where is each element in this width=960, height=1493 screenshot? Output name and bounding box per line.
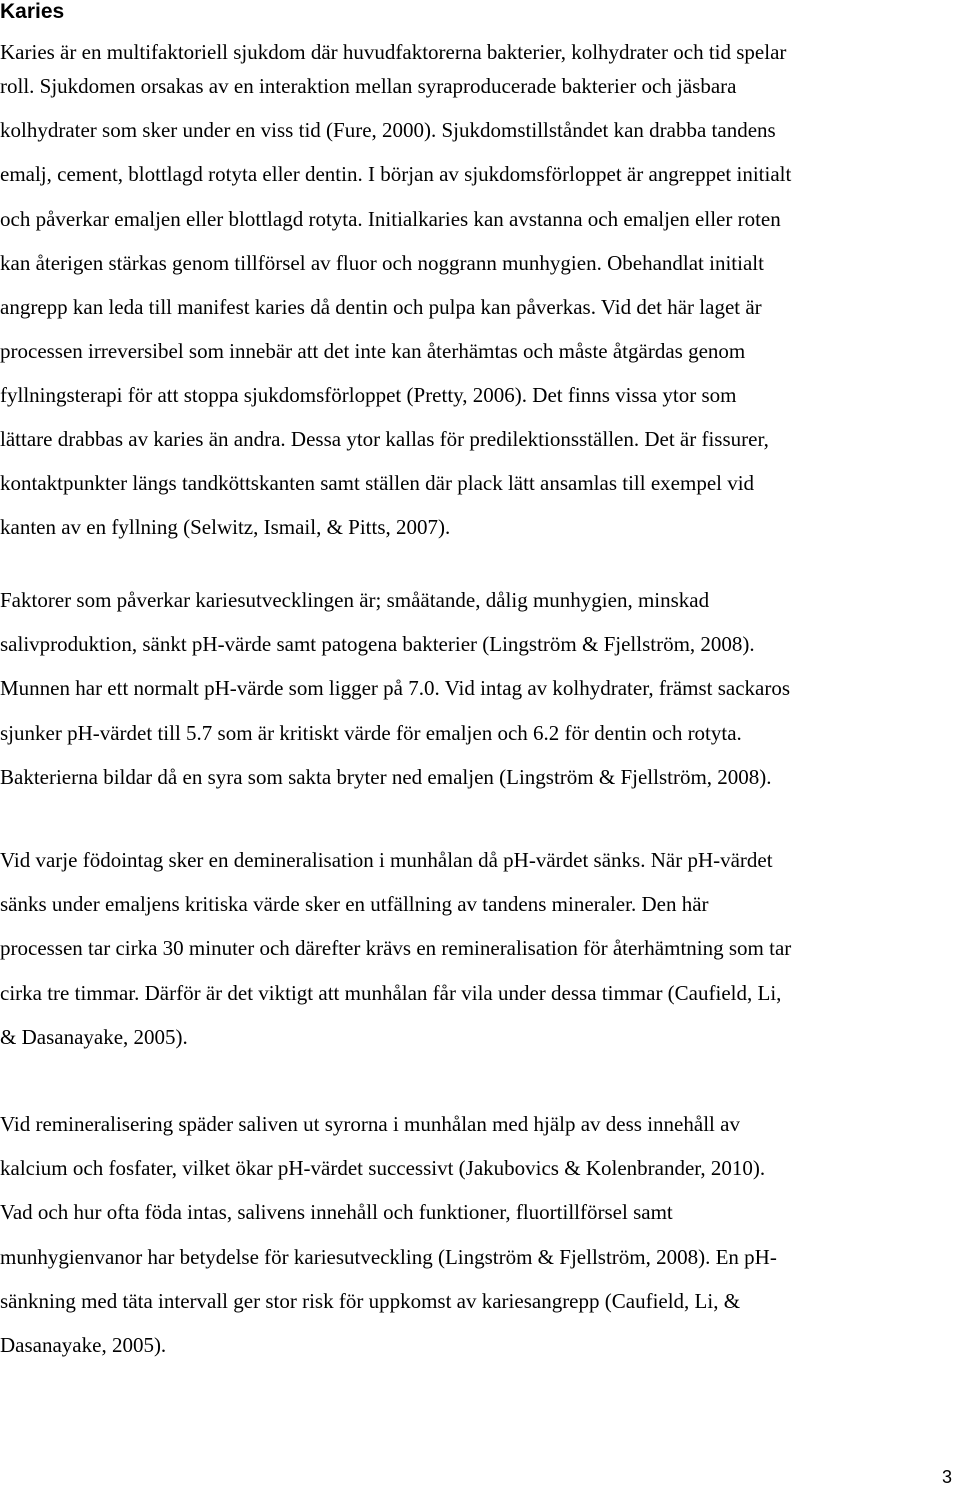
paragraph-line: och påverkar emaljen eller blottlagd rotyta. Initialkaries kan avstanna och emaljen eller roten xyxy=(0,207,781,231)
section-heading: Karies xyxy=(0,0,65,23)
paragraph-line: kontaktpunkter längs tandköttskanten samt ställen där plack lätt ansamlas till exempel vid xyxy=(0,471,755,495)
paragraph-3 xyxy=(0,838,960,1059)
paragraph-line: sänks under emaljens kritiska värde sker en utfällning av tandens mineraler. Den här xyxy=(0,892,709,917)
paragraph-line: processen irreversibel som innebär att det inte kan återhämtas och måste åtgärdas genom xyxy=(0,339,746,363)
paragraph-line: Munnen har ett normalt pH-värde som ligger på 7.0. Vid intag av kolhydrater, främst sackaros xyxy=(0,676,791,701)
paragraph-line: Vad och hur ofta föda intas, salivens innehåll och funktioner, fluortillförsel samt xyxy=(0,1200,673,1225)
paragraph-line: Vid remineralisering späder saliven ut syrorna i munhålan med hjälp av dess innehåll av xyxy=(0,1112,740,1136)
paragraph-line: kan återigen stärkas genom tillförsel av fluor och noggrann munhygien. Obehandlat initialt xyxy=(0,251,764,275)
paragraph-line: Dasanayake, 2005). xyxy=(0,1332,167,1357)
paragraph-line: processen tar cirka 30 minuter och därefter krävs en remineralisation för återhämtning som tar xyxy=(0,936,792,961)
paragraph-line: kolhydrater som sker under en viss tid (Fure, 2000). Sjukdomstillståndet kan drabba tandens xyxy=(0,118,776,142)
paragraph-4 xyxy=(0,1102,960,1367)
page-number: 3 xyxy=(941,1467,952,1487)
paragraph-line: Bakterierna bildar då en syra som sakta bryter ned emaljen (Lingström & Fjellström, 2008). xyxy=(0,764,772,789)
paragraph-line: Faktorer som påverkar kariesutvecklingen är; småätande, dålig munhygien, minskad xyxy=(0,588,710,612)
paragraph-line: fyllningsterapi för att stoppa sjukdomsförloppet (Pretty, 2006). Det finns vissa ytor som xyxy=(0,383,737,407)
paragraph-line: cirka tre timmar. Därför är det viktigt att munhålan får vila under dessa timmar (Caufield, Li, xyxy=(0,980,782,1005)
paragraph-line: munhygienvanor har betydelse för kariesutveckling (Lingström & Fjellström, 2008). En pH- xyxy=(0,1244,777,1269)
paragraph-line: Karies är en multifaktoriell sjukdom där huvudfaktorerna bakterier, kolhydrater och tid spelar xyxy=(0,40,787,64)
paragraph-line: sänkning med täta intervall ger stor risk för uppkomst av kariesangrepp (Caufield, Li, & xyxy=(0,1288,741,1313)
paragraph-line: kanten av en fyllning (Selwitz, Ismail, & Pitts, 2007). xyxy=(0,515,451,539)
paragraph-line: angrepp kan leda till manifest karies då dentin och pulpa kan påverkas. Vid det här laget är xyxy=(0,295,762,319)
paragraph-line: emalj, cement, blottlagd rotyta eller dentin. I början av sjukdomsförloppet är angreppet initialt xyxy=(0,162,792,186)
paragraph-2 xyxy=(0,578,960,799)
paragraph-line: & Dasanayake, 2005). xyxy=(0,1024,188,1049)
paragraph-line: sjunker pH-värdet till 5.7 som är kritiskt värde för emaljen och 6.2 för dentin och rotyta. xyxy=(0,720,742,745)
paragraph-line: salivproduktion, sänkt pH-värde samt patogena bakterier (Lingström & Fjellström, 2008). xyxy=(0,632,755,657)
paragraph-line: Vid varje födointag sker en demineralisation i munhålan då pH-värdet sänks. När pH-värdet xyxy=(0,848,773,872)
paragraph-line: kalcium och fosfater, vilket ökar pH-värdet successivt (Jakubovics & Kolenbrander, 2010). xyxy=(0,1156,766,1181)
paragraph-line: lättare drabbas av karies än andra. Dessa ytor kallas för predilektionsställen. Det är fissurer, xyxy=(0,427,769,451)
paragraph-1 xyxy=(0,0,960,539)
paragraph-line: roll. Sjukdomen orsakas av en interaktion mellan syraproducerade bakterier och jäsbara xyxy=(0,74,737,98)
